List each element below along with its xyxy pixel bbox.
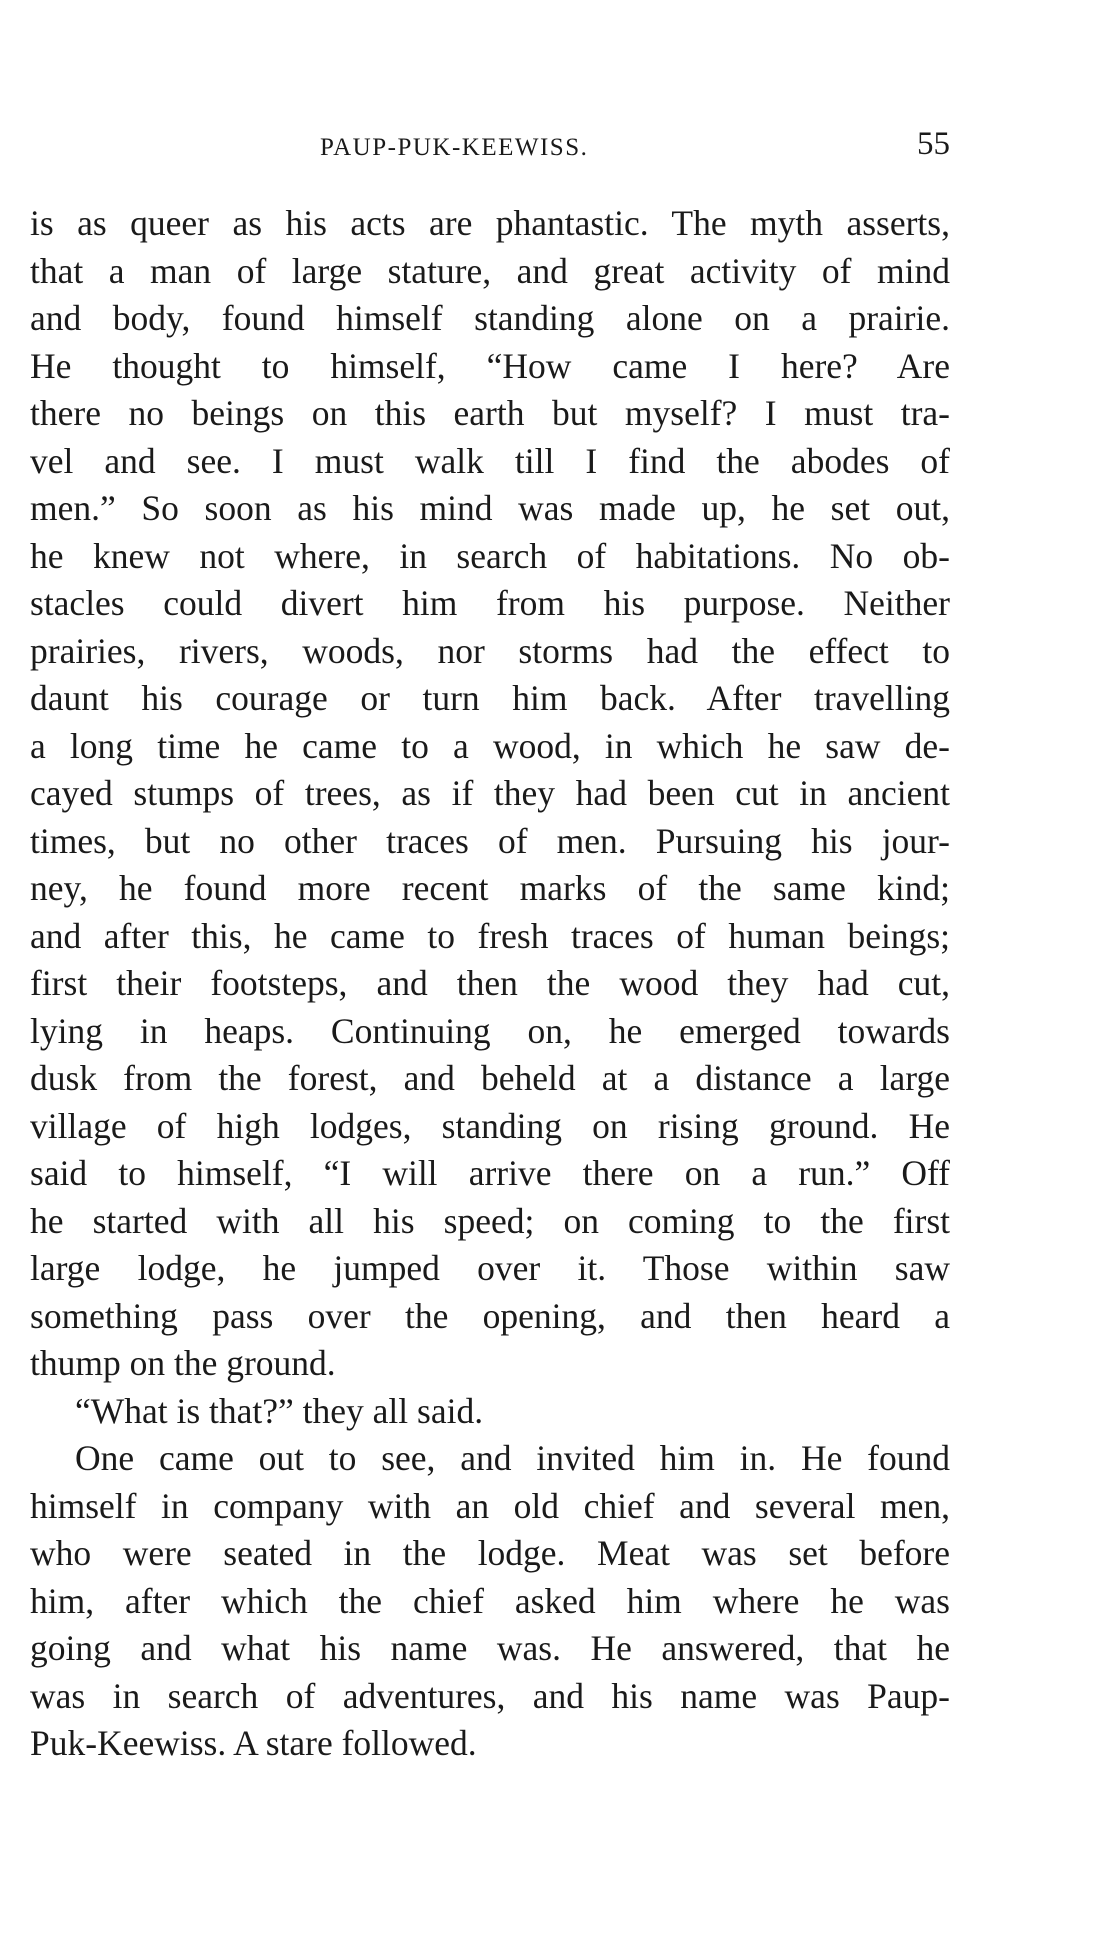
text-line: cayed stumps of trees, as if they had been cut in ancient bbox=[30, 773, 950, 813]
text-line: large lodge, he jumped over it. Those within saw bbox=[30, 1248, 950, 1288]
text-line: something pass over the opening, and then heard a bbox=[30, 1295, 950, 1336]
text-line: who were seated in the lodge. Meat was set before bbox=[30, 1533, 950, 1573]
text-line: first their footsteps, and then the wood they had cut, bbox=[30, 963, 950, 1003]
body-text bbox=[30, 200, 950, 1768]
text-line: a long time he came to a wood, in which he saw de- bbox=[30, 725, 950, 766]
text-line: stacles could divert him from his purpose. Neither bbox=[30, 583, 950, 623]
text-line: daunt his courage or turn him back. After travelling bbox=[30, 678, 950, 718]
text-line: thump on the ground. bbox=[30, 1343, 336, 1383]
text-line: said to himself, “I will arrive there on a run.” Off bbox=[30, 1153, 950, 1193]
running-title: PAUP-PUK-KEEWISS. bbox=[320, 134, 589, 161]
text-line: times, but no other traces of men. Pursuing his jour- bbox=[30, 820, 950, 861]
text-line: prairies, rivers, woods, nor storms had the effect to bbox=[30, 630, 950, 671]
page-number: 55 bbox=[917, 126, 950, 162]
text-line: himself in company with an old chief and several men, bbox=[30, 1485, 950, 1526]
text-line: he knew not where, in search of habitations. No ob- bbox=[30, 535, 950, 576]
text-line: Puk-Keewiss. A stare followed. bbox=[30, 1723, 477, 1763]
text-line: he started with all his speed; on coming to the first bbox=[30, 1200, 950, 1241]
text-line: lying in heaps. Continuing on, he emerged towards bbox=[30, 1010, 950, 1051]
text-line: and after this, he came to fresh traces of human beings; bbox=[30, 915, 950, 956]
text-line: going and what his name was. He answered, that he bbox=[30, 1628, 950, 1668]
text-line: vel and see. I must walk till I find the abodes of bbox=[30, 440, 950, 481]
text-line: him, after which the chief asked him where he was bbox=[30, 1580, 950, 1621]
text-line: He thought to himself, “How came I here? Are bbox=[30, 345, 950, 386]
text-line: “What is that?” they all said. bbox=[75, 1390, 484, 1431]
text-line: there no beings on this earth but myself? I must tra- bbox=[30, 393, 950, 433]
text-line: ney, he found more recent marks of the same kind; bbox=[30, 868, 950, 908]
text-line: and body, found himself standing alone on a prairie. bbox=[30, 298, 950, 338]
text-line: that a man of large stature, and great activity of mind bbox=[30, 250, 950, 291]
text-line: village of high lodges, standing on rising ground. He bbox=[30, 1105, 950, 1146]
text-line: is as queer as his acts are phantastic. The myth asserts, bbox=[30, 203, 950, 243]
text-line: One came out to see, and invited him in. He found bbox=[75, 1438, 950, 1478]
text-line: dusk from the forest, and beheld at a distance a large bbox=[30, 1058, 950, 1098]
text-line: was in search of adventures, and his name was Paup- bbox=[30, 1675, 950, 1716]
running-header bbox=[30, 126, 950, 166]
text-line: men.” So soon as his mind was made up, he set out, bbox=[30, 488, 950, 528]
